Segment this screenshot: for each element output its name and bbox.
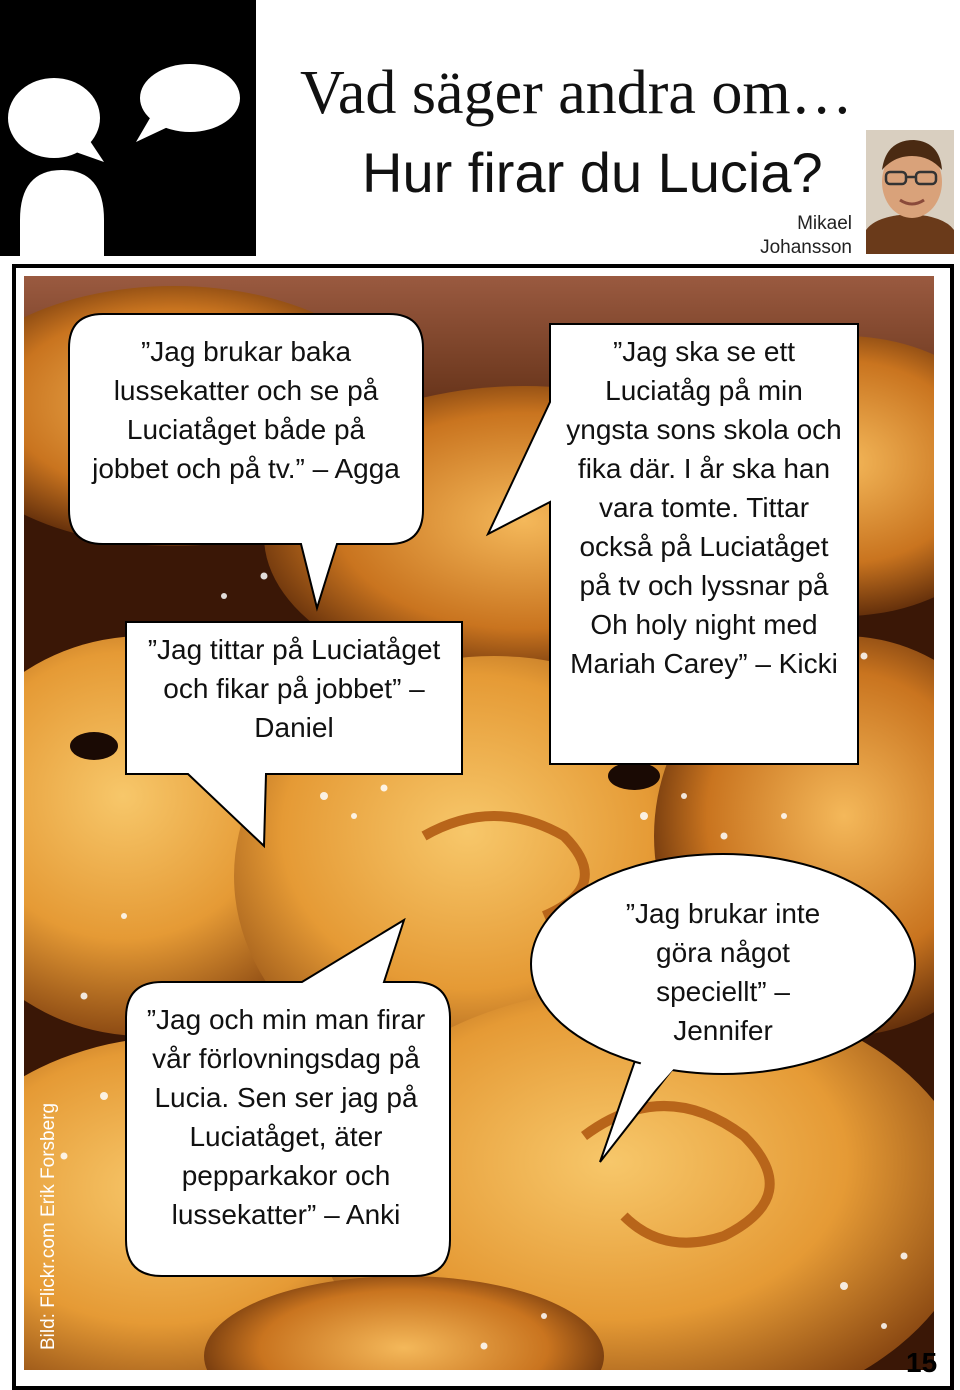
- quote-bubble-anki: [124, 980, 448, 1276]
- page-number: 15: [906, 1347, 938, 1378]
- author-portrait-icon: [866, 130, 954, 254]
- quote-bubble-daniel: [124, 620, 464, 776]
- quote-text-kicki: ”Jag ska se ett Luciatåg på min yngsta sons skola och fika där. I år ska han vara tomte. Tittar också på Luciatåget på tv och lyssnar på Oh holy night med Mariah Carey” – Kicki: [566, 336, 842, 679]
- quote-bubble-kicki: [548, 322, 860, 766]
- author-first-name: Mikael: [797, 213, 852, 234]
- page-title: Vad säger andra om…: [300, 59, 853, 127]
- quote-bubble-agga: [67, 312, 425, 546]
- avatar: [866, 130, 954, 254]
- logo: [0, 0, 256, 256]
- photo-credit: Bild: Flickr.com Erik Forsberg: [38, 1102, 59, 1350]
- author-name: [760, 212, 852, 260]
- quote-text-agga: ”Jag brukar baka lussekatter och se på Luciatåget både på jobbet och på tv.” – Agga: [92, 336, 400, 484]
- quote-text-daniel: ”Jag tittar på Luciatåget och fikar på jobbet” – Daniel: [147, 634, 441, 743]
- quote-text-jennifer: ”Jag brukar inte göra något speciellt” – Jennifer: [625, 898, 821, 1046]
- quote-bubble-jennifer: [528, 852, 918, 1082]
- speech-bubbles-person-icon: [0, 0, 256, 256]
- page-subtitle: Hur firar du Lucia?: [362, 141, 823, 204]
- quote-text-anki: ”Jag och min man firar vår förlovningsdag på Lucia. Sen ser jag på Luciatåget, äter pepparkakor och lussekatter” – Anki: [146, 1004, 426, 1230]
- author-last-name: Johansson: [760, 237, 852, 258]
